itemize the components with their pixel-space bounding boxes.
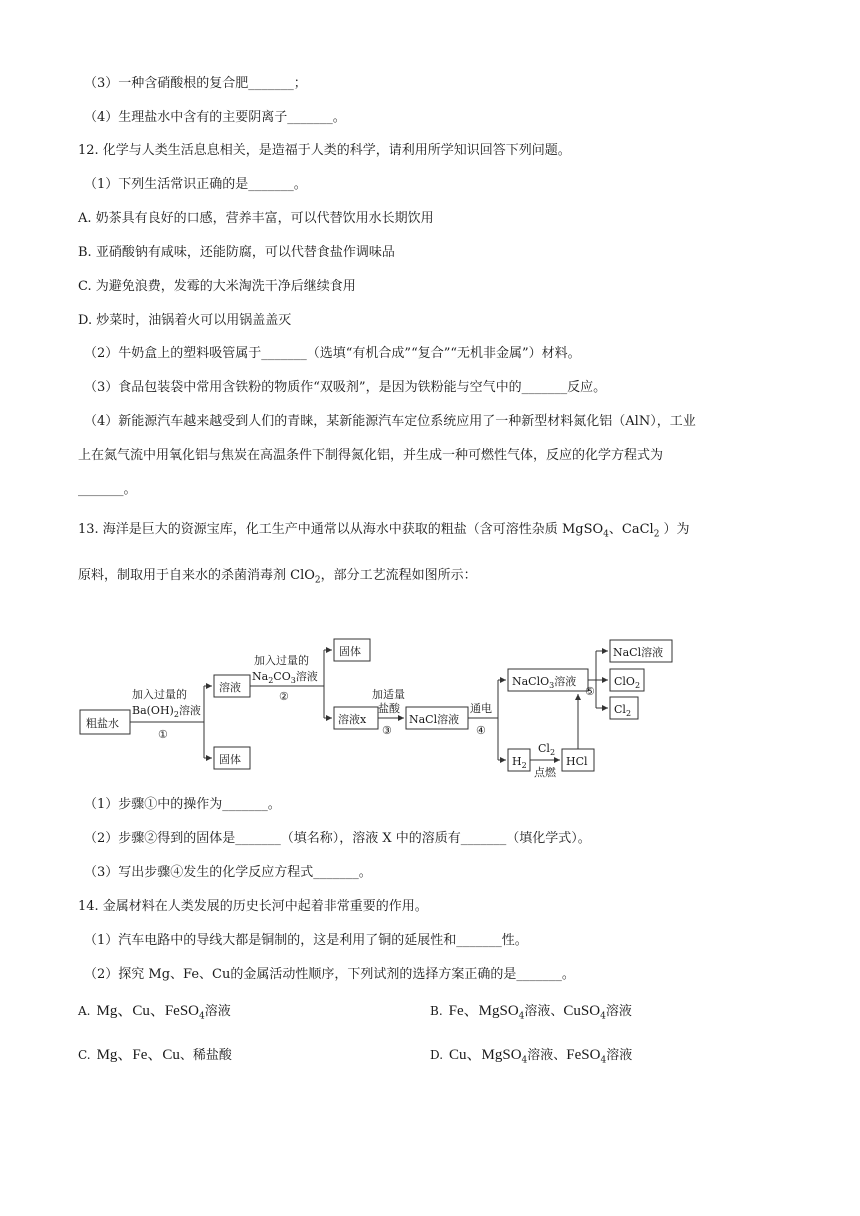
solution-x-label: 溶液x <box>338 713 367 726</box>
q13-stem-line1 <box>78 520 690 545</box>
step4-number: ④ <box>476 724 486 737</box>
q12-option-c: C. 为避免浪费，发霉的大米淘洗干净后继续食用 <box>78 279 356 294</box>
q14-option-a: A. Mg、Cu、FeSO$_4$溶液 <box>78 1003 231 1022</box>
ignite-label: 点燃 <box>534 766 556 778</box>
q14-option-c: C. Mg、Fe、Cu、稀盐酸 <box>78 1047 232 1063</box>
q13-stem-a: 13. 海洋是巨大的资源宝库，化工生产中通常以从海水中获取的粗盐（含可溶性杂质 MgSO <box>78 522 604 537</box>
q14-part1: （1）汽车电路中的导线大都是铜制的，这是利用了铜的延展性和_______性。 <box>84 933 528 948</box>
step4-label: 通电 <box>470 702 492 715</box>
q13-stem-c: ）为 <box>659 522 690 537</box>
output-clo2-label: ClO$_2$ <box>614 675 641 690</box>
q14-option-d: D. Cu、MgSO$_4$溶液、FeSO$_4$溶液 <box>430 1047 633 1066</box>
solution1-label: 溶液 <box>219 681 241 694</box>
output-nacl-label: NaCl溶液 <box>613 646 664 659</box>
q12-part4-line1: （4）新能源汽车越来越受到人们的青睐，某新能源汽车定位系统应用了一种新型材料氮化铝（AlN），工业 <box>84 414 696 429</box>
q12-option-b: B. 亚硝酸钠有咸味，还能防腐，可以代替食盐作调味品 <box>78 245 395 260</box>
q13-stem2-a: 原料，制取用于自来水的杀菌消毒剂 ClO <box>78 568 315 583</box>
step2-reagent-top: 加入过量的 <box>254 654 309 667</box>
step1-number: ① <box>158 728 168 741</box>
step2-number: ② <box>279 690 289 703</box>
q14-part2: （2）探究 Mg、Fe、Cu的金属活动性顺序，下列试剂的选择方案正确的是_______。 <box>84 967 575 982</box>
q13-part2: （2）步骤②得到的固体是_______（填名称），溶液 X 中的溶质有_______（填化学式）。 <box>84 831 591 846</box>
solid2-label: 固体 <box>339 645 361 658</box>
solid1-label: 固体 <box>219 753 241 766</box>
step2-reagent-bottom: $Na_2CO_3$溶液 <box>252 670 318 685</box>
step3-reagent-top: 加适量 <box>372 688 405 701</box>
hcl-label: HCl <box>566 755 588 768</box>
step1-reagent-top: 加入过量的 <box>132 688 187 701</box>
output-cl2-label: $Cl_2$ <box>614 703 632 718</box>
q12-part4-line2: 上在氮气流中用氧化铝与焦炭在高温条件下制得氮化铝，并生成一种可燃性气体，反应的化学方程式为 <box>78 448 664 463</box>
step3-number: ③ <box>382 724 392 737</box>
q11-part4: （4）生理盐水中含有的主要阴离子_______。 <box>84 110 346 125</box>
q12-part4-line3: _______。 <box>78 482 137 497</box>
q12-part1: （1）下列生活常识正确的是_______。 <box>84 177 307 192</box>
h2-label: $H_2$ <box>512 755 527 770</box>
q12-stem: 12. 化学与人类生活息息相关，是造福于人类的科学，请利用所学知识回答下列问题。 <box>78 143 571 158</box>
q12-option-d: D. 炒菜时，油锅着火可以用锅盖盖灭 <box>78 313 292 328</box>
step1-reagent-bottom: $Ba(OH)_2$溶液 <box>132 704 201 719</box>
q14-stem: 14. 金属材料在人类发展的历史长河中起着非常重要的作用。 <box>78 899 428 914</box>
q13-part3: （3）写出步骤④发生的化学反应方程式_______。 <box>84 865 372 880</box>
q13-stem-b: 、CaCl <box>608 522 654 537</box>
naclo3-solution-label: NaClO$_3$溶液 <box>512 675 577 690</box>
q13-part1: （1）步骤①中的操作为_______。 <box>84 797 281 812</box>
q11-part3: （3）一种含硝酸根的复合肥_______； <box>84 76 307 91</box>
step3-reagent-mid: 盐酸 <box>378 702 400 715</box>
nacl-solution-label: NaCl溶液 <box>409 713 460 726</box>
q13-stem2-b: ，部分工艺流程如图所示： <box>320 568 477 583</box>
q12-part2: （2）牛奶盒上的塑料吸管属于_______（选填“有机合成”“复合”“无机非金属”）材料。 <box>84 346 581 361</box>
mgso4-subscript: 4 <box>603 529 609 540</box>
q12-part3: （3）食品包装袋中常用含铁粉的物质作“双吸剂”，是因为铁粉能与空气中的_______反应。 <box>84 380 607 395</box>
step5-number: ⑤ <box>585 685 595 698</box>
cl2-reagent-label: $Cl_2$ <box>538 742 556 757</box>
q12-option-a: A. 奶茶具有良好的口感，营养丰富，可以代替饮用水长期饮用 <box>78 211 434 226</box>
cacl2-subscript: 2 <box>653 529 660 540</box>
q14-option-b: B. Fe、MgSO$_4$溶液、CuSO$_4$溶液 <box>430 1003 632 1022</box>
process-flow-diagram <box>78 628 718 778</box>
crude-brine-label: 粗盐水 <box>86 717 119 730</box>
q13-stem-line2 <box>78 566 477 591</box>
clo2-subscript: 2 <box>314 575 321 586</box>
